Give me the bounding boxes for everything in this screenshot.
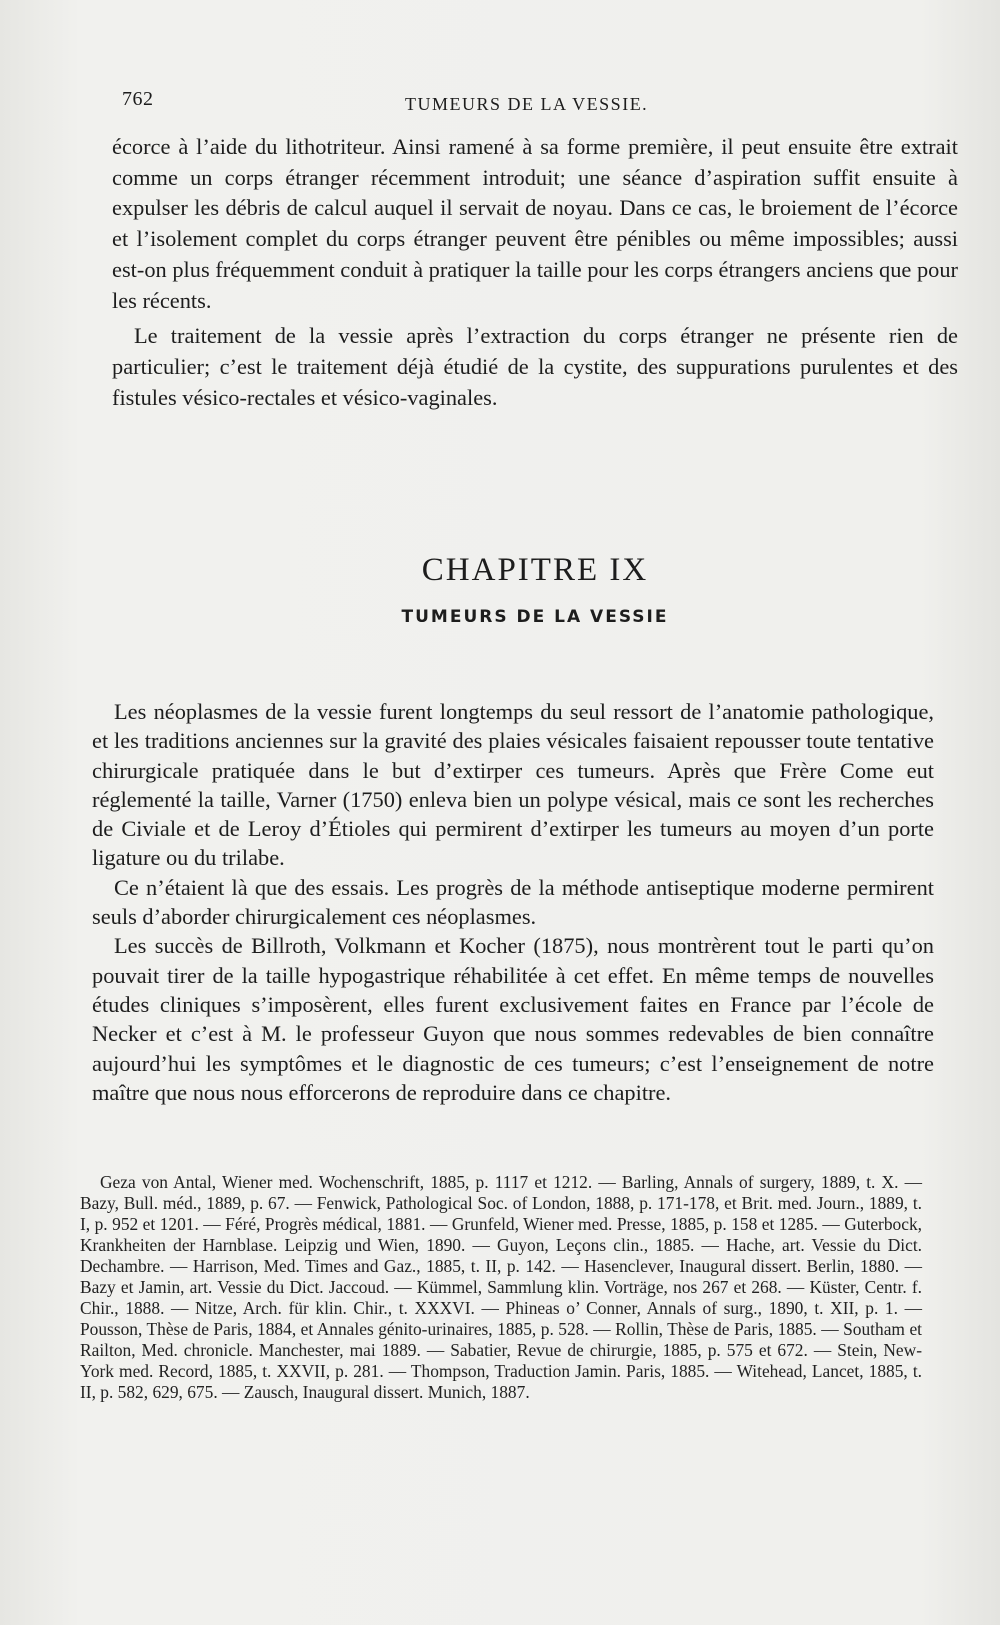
continued-paragraph: écorce à l’aide du lithotriteur. Ainsi ramené à sa forme première, il peut ensuite être extrait comme un corps étranger récemment introduit; une séance d’aspiration suffit ensuite à expulser les débris de calcul auquel il servait de noyau. Dans ce cas, le broiement de l’écorce et l’isolement complet du corps étranger peuvent être pénibles ou même impossibles; aussi est-on plus fréquemment conduit à pratiquer la taille pour les corps étrangers anciens que pour les récents. [112, 134, 958, 313]
running-title: TUMEURS DE LA VESSIE. [405, 94, 649, 114]
chapter-paragraph: Les succès de Billroth, Volkmann et Kocher (1875), nous montrèrent tout le parti qu’on pouvait tirer de la taille hypogastrique réhabilitée à cet effet. En même temps de nouvelles études cliniques s’imposèrent, elles furent exclusivement faites en France par l’école de Necker et c’est à M. le professeur Guyon que nous sommes redevables de bien connaître aujourd’hui les symptômes et le diagnostic de ces tumeurs; c’est l’enseignement de notre maître que nous nous efforcerons de reproduire dans ce chapitre. [92, 933, 934, 1105]
continued-text [112, 132, 958, 413]
chapter-paragraph: Les néoplasmes de la vessie furent longtemps du seul ressort de l’anatomie pathologique, et les traditions anciennes sur la gravité des plaies vésicales faisaient repousser toute tentative chirurgicale pratiquée dans le but d’extirper ces tumeurs. Après que Frère Come eut réglementé la taille, Varner (1750) enleva bien un polype vésical, mais ce sont les recherches de Civiale et de Leroy d’Étioles qui permirent d’extirper les tumeurs au moyen d’un porte ligature ou du trilabe. [92, 699, 934, 871]
page-number: 762 [122, 88, 154, 110]
chapter-title: CHAPITRE IX [421, 552, 649, 588]
chapter-paragraph: Ce n’étaient là que des essais. Les progrès de la méthode antiseptique moderne permirent seuls d’aborder chirurgicalement ces néoplasmes. [92, 874, 934, 930]
bibliography: Geza von Antal, Wiener med. Wochenschrift, 1885, p. 1117 et 1212. — Barling, Annals of surgery, 1889, t. X. — Bazy, Bull. méd., 1889, p. 67. — Fenwick, Pathological Soc. of London, 1888, p. 171-178, et Brit. med. Journ., 1889, t. I, p. 952 et 1201. — Féré, Progrès médical, 1881. — Grunfeld, Wiener med. Presse, 1885, p. 158 et 1285. — Guterbock, Krankheiten der Harnblase. Leipzig und Wien, 1890. — Guyon, Leçons clin., 1885. — Hache, art. Vessie du Dict. Dechambre. — Harrison, Med. Times and Gaz., 1885, t. II, p. 142. — Hasenclever, Inaugural dissert. Berlin, 1880. — Bazy et Jamin, art. Vessie du Dict. Jaccoud. — Kümmel, Sammlung klin. Vorträge, nos 267 et 268. — Küster, Centr. f. Chir., 1888. — Nitze, Arch. für klin. Chir., t. XXXVI. — Phineas o’ Conner, Annals of surg., 1890, t. XII, p. 1. — Pousson, Thèse de Paris, 1884, et Annales génito-urinaires, 1885, p. 528. — Rollin, Thèse de Paris, 1885. — Southam et Railton, Med. chronicle. Manchester, mai 1889. — Sabatier, Revue de chirurgie, 1885, p. 575 et 672. — Stein, New-York med. Record, 1885, t. XXVII, p. 281. — Thompson, Traduction Jamin. Paris, 1885. — Witehead, Lancet, 1885, t. II, p. 582, 629, 675. — Zausch, Inaugural dissert. Munich, 1887. [80, 1172, 922, 1402]
chapter-subtitle: TUMEURS DE LA VESSIE [401, 607, 669, 627]
chapter-heading [112, 552, 958, 627]
page-header [122, 88, 922, 122]
chapter-body [92, 697, 934, 1107]
treatment-paragraph: Le traitement de la vessie après l’extraction du corps étranger ne présente rien de particulier; c’est le traitement déjà étudié de la cystite, des suppurations purulentes et des fistules vésico-rectales et vésico-vaginales. [112, 323, 958, 410]
